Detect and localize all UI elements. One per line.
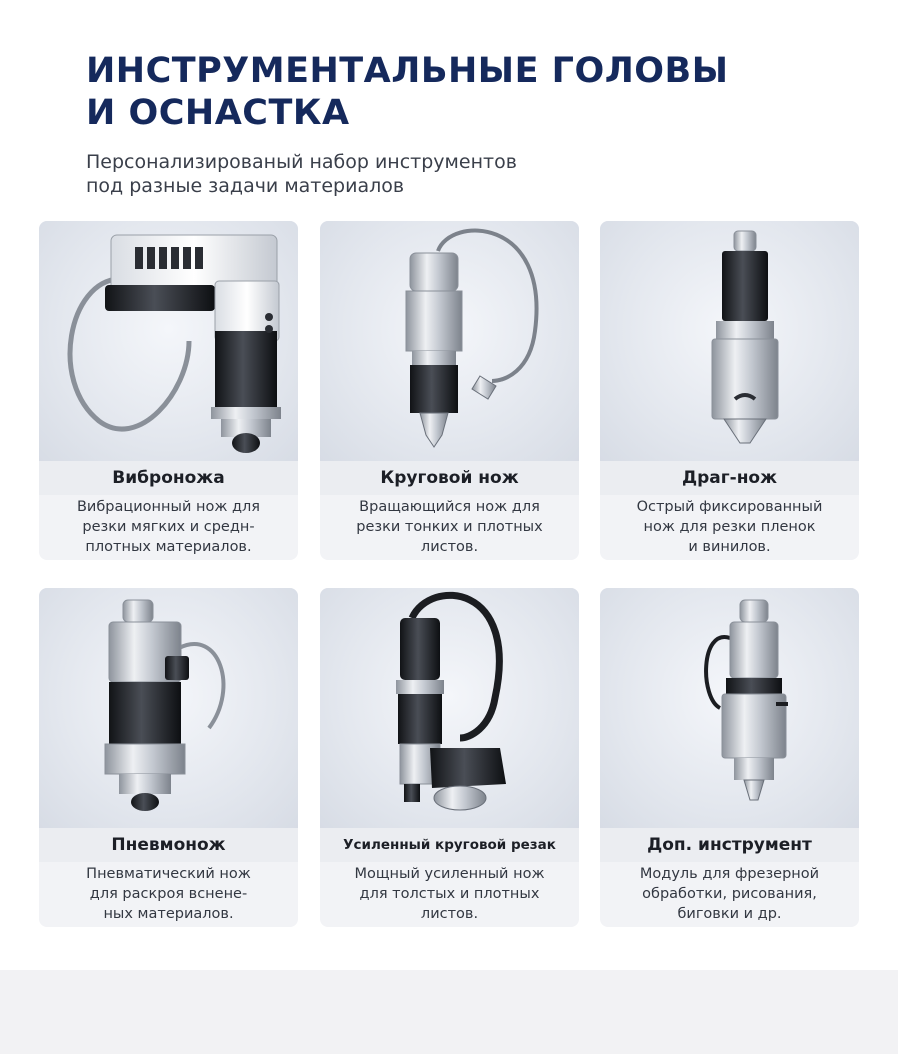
tool-description-line: ных материалов. (103, 906, 234, 922)
tool-card-rotary-knife[interactable] (320, 221, 579, 560)
page-subtitle-line-2: под разные задачи материалов (86, 175, 405, 197)
page-title-line-1: ИНСТРУМЕНТАЛЬНЫЕ ГОЛОВЫ (86, 51, 729, 91)
page-title (86, 50, 846, 134)
tool-description-line: плотных материалов. (85, 539, 252, 555)
tool-name: Пневмонож (39, 828, 298, 862)
footer-band (0, 970, 898, 1054)
tool-photo (600, 588, 859, 828)
tool-name: Доп. инструмент (600, 828, 859, 862)
tool-name: Виброножа (39, 461, 298, 495)
tool-description-line: резки тонких и плотных (356, 519, 543, 535)
page-title-line-2: И ОСНАСТКА (86, 93, 350, 133)
vibration-knife-icon (39, 221, 298, 461)
tool-description-line: Вибрационный нож для (76, 499, 261, 515)
tool-card-heavy-rotary-cutter[interactable] (320, 588, 579, 927)
tool-description-line: для раскроя вснене- (89, 886, 248, 902)
tool-photo (39, 221, 298, 461)
tool-description-line: биговки и др. (677, 906, 782, 922)
tool-description-line: Острый фиксированный (636, 499, 823, 515)
page-header (86, 50, 846, 198)
tool-description-line: листов. (420, 539, 479, 555)
extra-tool-icon (600, 588, 859, 828)
tool-description-line: Модуль для фрезерной (639, 866, 820, 882)
tool-card-vibration-knife[interactable] (39, 221, 298, 560)
tool-description (332, 497, 567, 557)
tool-name: Усиленный круговой резак (320, 828, 579, 862)
tool-description-line: Мощный усиленный нож (354, 866, 545, 882)
tool-photo (320, 221, 579, 461)
tool-card-extra-tool[interactable] (600, 588, 859, 927)
tool-card-pneumatic-knife[interactable] (39, 588, 298, 927)
tool-name: Драг-нож (600, 461, 859, 495)
tool-name: Круговой нож (320, 461, 579, 495)
drag-knife-icon (600, 221, 859, 461)
tool-description (51, 864, 286, 924)
tool-card-drag-knife[interactable] (600, 221, 859, 560)
tool-description (612, 497, 847, 557)
tool-description-line: нож для резки пленок (643, 519, 816, 535)
page-subtitle (86, 150, 846, 198)
tool-description-line: обработки, рисования, (642, 886, 817, 902)
tool-description-line: Пневматический нож (86, 866, 251, 882)
pneumatic-knife-icon (39, 588, 298, 828)
tool-description-line: листов. (420, 906, 479, 922)
tool-description (612, 864, 847, 924)
heavy-rotary-cutter-icon (320, 588, 579, 828)
tool-photo (600, 221, 859, 461)
tool-description-line: и винилов. (688, 539, 771, 555)
tool-description (332, 864, 567, 924)
tool-photo (320, 588, 579, 828)
tool-photo (39, 588, 298, 828)
tool-description-line: для толстых и плотных (359, 886, 540, 902)
tool-description-line: Вращающийся нож для (359, 499, 540, 515)
rotary-knife-icon (320, 221, 579, 461)
tool-description-line: резки мягких и средн- (82, 519, 255, 535)
tool-description (51, 497, 286, 557)
page-subtitle-line-1: Персонализированый набор инструментов (86, 151, 517, 173)
